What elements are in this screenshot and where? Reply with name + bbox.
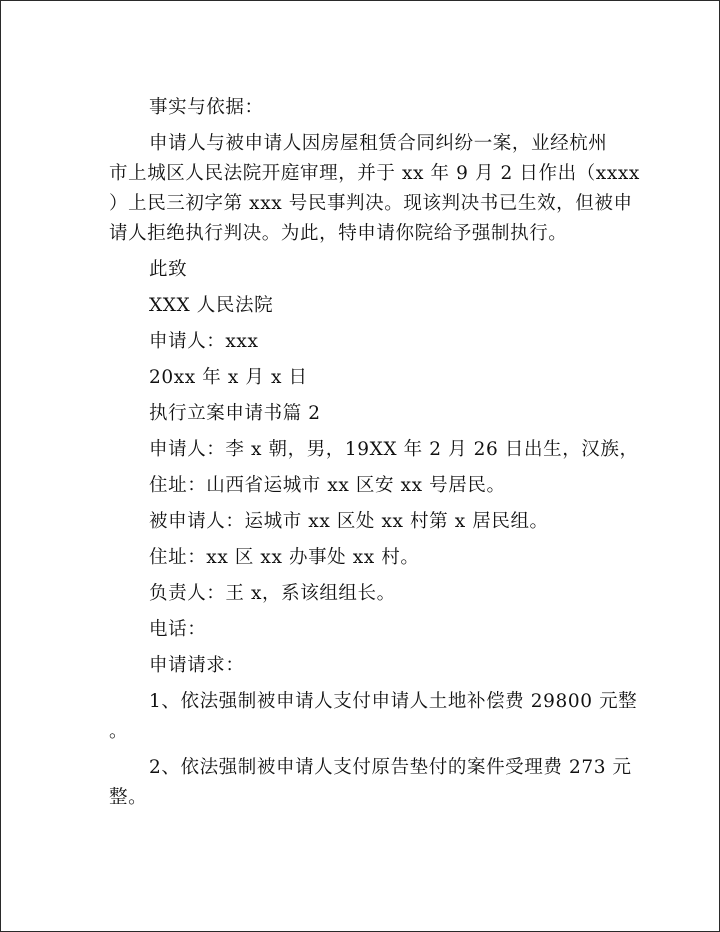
facts-heading: 事实与依据： [149,97,264,118]
respondent-info: 被申请人：运城市 xx 区处 xx 村第 x 居民组。 [149,511,549,532]
person-in-charge: 负责人：王 x，系该组组长。 [149,583,396,604]
applicant-signature: 申请人：xxx [149,331,259,352]
section-title: 执行立案申请书篇 2 [149,403,321,424]
court-name: XXX 人民法院 [149,295,274,316]
request-item-1 [109,687,638,747]
closing-salutation: 此致 [149,259,188,280]
request-1-line-1: 1、依法强制被申请人支付申请人土地补偿费 29800 元整 [149,691,638,712]
document-date: 20xx 年 x 月 x 日 [149,367,308,388]
respondent-address: 住址：xx 区 xx 办事处 xx 村。 [149,547,420,568]
facts-line-4: 请人拒绝执行判决。为此，特申请你院给予强制执行。 [109,223,568,244]
document-body [109,93,640,813]
requests-label: 申请请求： [149,655,245,676]
facts-line-3: ）上民三初字第 xxx 号民事判决。现该判决书已生效，但被申 [109,193,633,214]
phone-label: 电话： [149,619,207,640]
facts-line-2: 市上城区人民法院开庭审理，并于 xx 年 9 月 2 日作出（xxxx [109,163,640,184]
request-item-2 [109,753,632,813]
facts-line-1: 申请人与被申请人因房屋租赁合同纠纷一案，业经杭州 [149,133,608,154]
request-1-line-2: 。 [109,721,129,742]
request-2-line-1: 2、依法强制被申请人支付原告垫付的案件受理费 273 元 [149,757,632,778]
applicant-info: 申请人：李 x 朝，男，19XX 年 2 月 26 日出生，汉族， [149,439,639,460]
applicant-address: 住址：山西省运城市 xx 区安 xx 号居民。 [149,475,506,496]
request-2-line-2: 整。 [109,787,148,808]
facts-paragraph [109,129,640,249]
